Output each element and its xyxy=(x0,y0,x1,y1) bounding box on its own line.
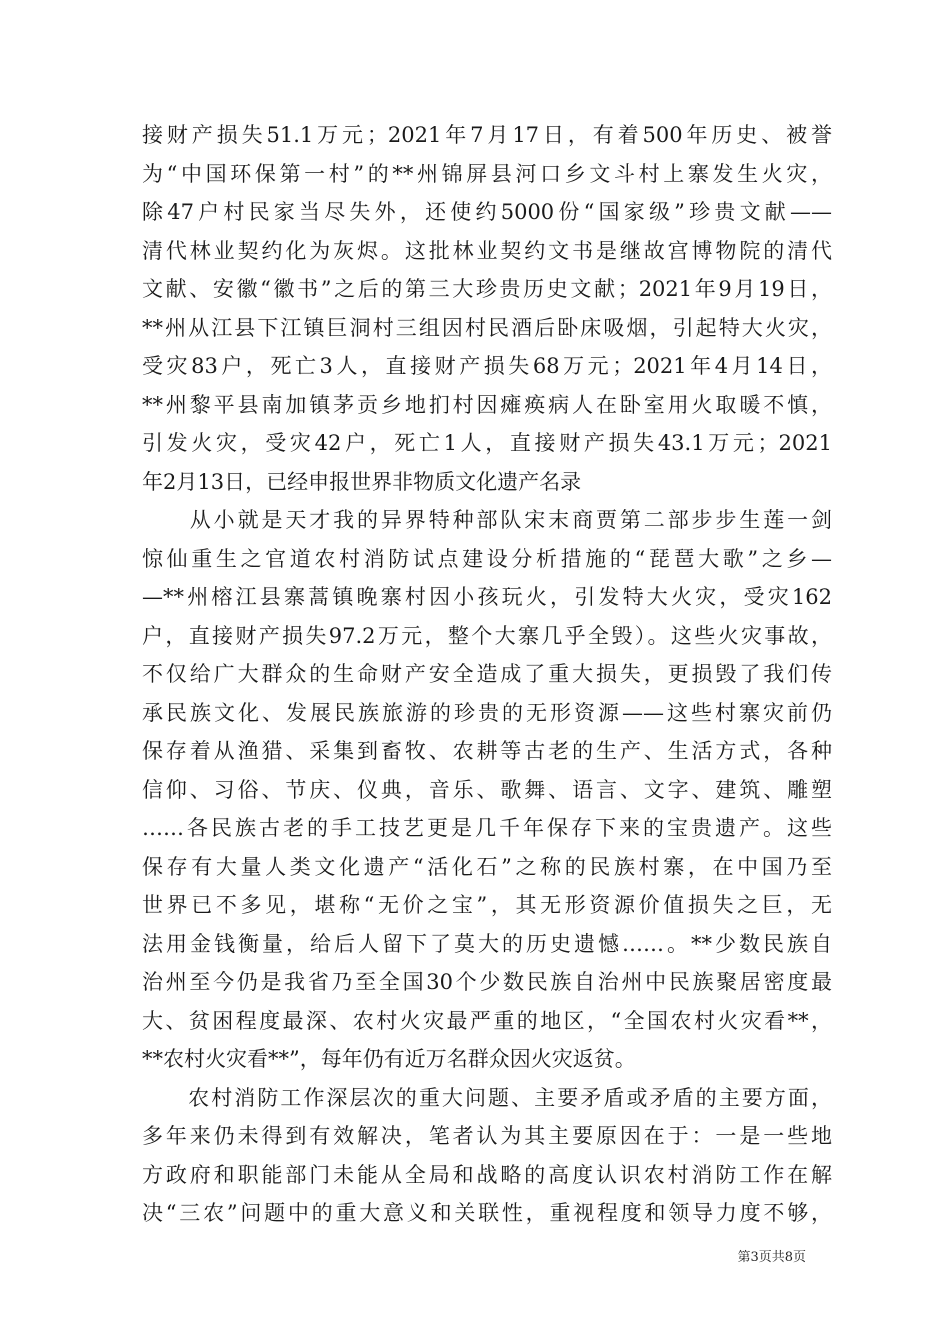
text-line: 年2月13日，已经申报世界非物质文化遗产名录 xyxy=(142,469,582,494)
text-line: 多年来仍未得到有效解决，笔者认为其主要原因在于：一是一些地 xyxy=(142,1124,832,1148)
text-line: 为“中国环保第一村”的**州锦屏县河口乡文斗村上寨发生火灾， xyxy=(142,161,832,186)
text-line: —**州榕江县寨蒿镇晚寨村因小孩玩火，引发特大火灾，受灾162 xyxy=(142,585,832,609)
text-line: 法用金钱衡量，给后人留下了莫大的历史遗憾……。**少数民族自 xyxy=(142,931,832,956)
text-line: 引发火灾，受灾42户，死亡1人，直接财产损失43.1万元；2021 xyxy=(142,431,832,455)
text-line: 户，直接财产损失97.2万元，整个大寨几乎全毁）。这些火灾事故， xyxy=(142,623,832,648)
text-line: 保存有大量人类文化遗产“活化石”之称的民族村寨，在中国乃至 xyxy=(142,854,832,879)
text-line: 清代林业契约化为灰烬。这批林业契约文书是继故宫博物院的清代 xyxy=(142,238,832,263)
text-line: 文献、安徽“徽书”之后的第三大珍贵历史文献；2021年9月19日， xyxy=(142,277,832,301)
text-line: **农村火灾看**”，每年仍有近万名群众因火灾返贫。 xyxy=(142,1047,636,1071)
text-line: 保存着从渔猎、采集到畜牧、农耕等古老的生产、生活方式，各种 xyxy=(142,739,832,763)
text-line: 不仅给广大群众的生命财产安全造成了重大损失，更损毁了我们传 xyxy=(142,662,832,686)
text-line: 除47户村民家当尽失外，还使约5000份“国家级”珍贵文献—— xyxy=(142,200,832,224)
text-line: 方政府和职能部门未能从全局和战略的高度认识农村消防工作在解 xyxy=(142,1162,832,1187)
text-line: 受灾83户，死亡3人，直接财产损失68万元；2021年4月14日， xyxy=(142,354,832,378)
body-text xyxy=(142,116,832,1233)
text-line: 从小就是天才我的异界特种部队宋末商贾第二部步步生莲一剑 xyxy=(142,508,832,532)
text-line: ……各民族古老的手工技艺更是几千年保存下来的宝贵遗产。这些 xyxy=(142,816,832,840)
text-line: 承民族文化、发展民族旅游的珍贵的无形资源——这些村寨灾前仍 xyxy=(142,700,832,725)
text-line: **州黎平县南加镇茅贡乡地扪村因瘫痪病人在卧室用火取暖不慎， xyxy=(142,392,832,417)
page-number: 第3页共8页 xyxy=(737,1250,806,1265)
text-line: 决“三农”问题中的重大意义和关联性，重视程度和领导力度不够， xyxy=(142,1201,832,1225)
text-line: 信仰、习俗、节庆、仪典，音乐、歌舞、语言、文字、建筑、雕塑 xyxy=(142,777,832,802)
text-line: 治州至今仍是我省乃至全国30个少数民族自治州中民族聚居密度最 xyxy=(142,970,832,994)
text-line: 惊仙重生之官道农村消防试点建设分析措施的“琵琶大歌”之乡— xyxy=(142,546,832,571)
text-line: 大、贫困程度最深、农村火灾最严重的地区，“全国农村火灾看**， xyxy=(142,1008,832,1033)
text-line: **州从江县下江镇巨洞村三组因村民酒后卧床吸烟，引起特大火灾， xyxy=(142,315,832,340)
text-line: 世界已不多见，堪称“无价之宝”，其无形资源价值损失之巨，无 xyxy=(142,893,832,917)
text-line: 农村消防工作深层次的重大问题、主要矛盾或矛盾的主要方面， xyxy=(142,1085,832,1110)
text-line: 接财产损失51.1万元；2021年7月17日，有着500年历史、被誉 xyxy=(142,123,832,147)
